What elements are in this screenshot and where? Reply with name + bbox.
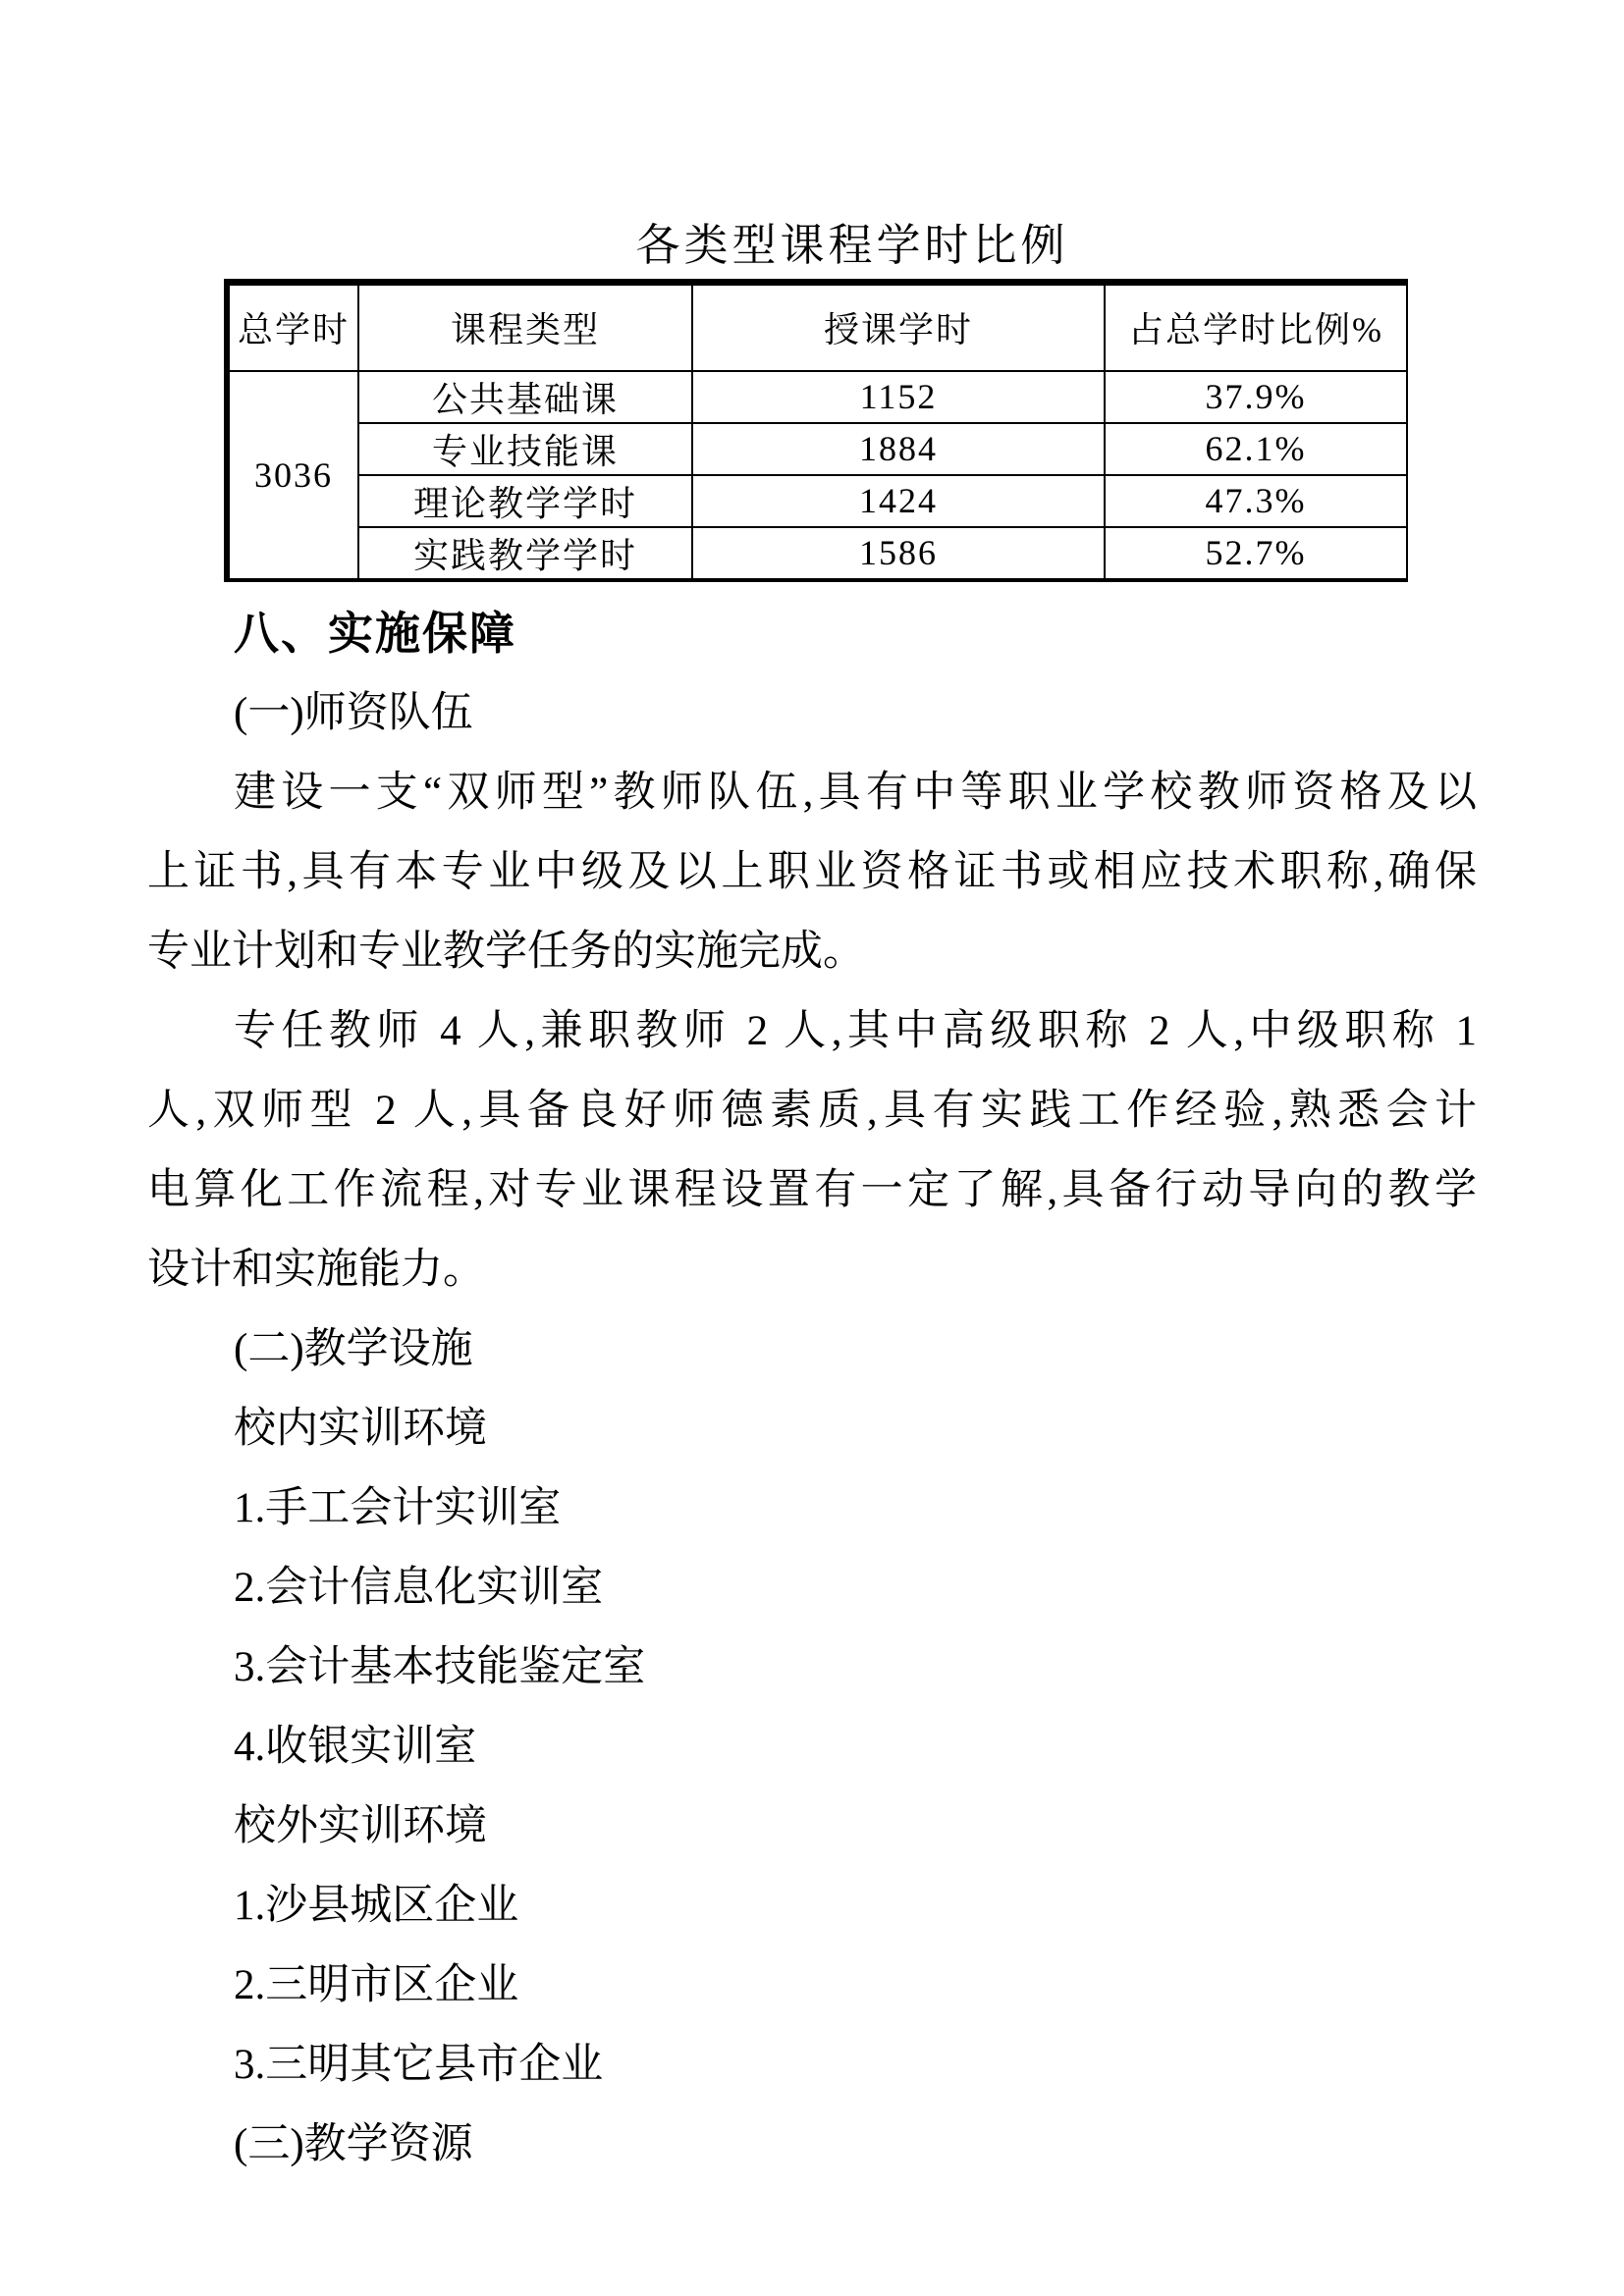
percent-cell: 52.7% [1105, 527, 1407, 580]
course-type-cell: 实践教学学时 [358, 527, 692, 580]
table-header-row [227, 283, 1407, 371]
col-header-teaching-hours: 授课学时 [692, 283, 1105, 371]
paragraph-line: 建设一支“双师型”教师队伍,具有中等职业学校教师资格及以 [234, 769, 1477, 816]
hours-cell: 1152 [692, 371, 1105, 423]
table-row [227, 423, 1407, 475]
paragraph-line: 人,双师型 2 人,具备良好师德素质,具有实践工作经验,熟悉会计 [147, 1087, 1477, 1134]
course-type-cell: 专业技能课 [358, 423, 692, 475]
course-type-cell: 理论教学学时 [358, 475, 692, 527]
table-row [227, 527, 1407, 580]
list-heading-on-campus: 校内实训环境 [234, 1405, 487, 1452]
paragraph-line: 专业计划和专业教学任务的实施完成。 [147, 928, 865, 975]
list-item: 3.会计基本技能鉴定室 [234, 1643, 646, 1690]
col-header-percent: 占总学时比例% [1105, 283, 1407, 371]
percent-cell: 62.1% [1105, 423, 1407, 475]
course-type-cell: 公共基础课 [358, 371, 692, 423]
section-heading: 八、实施保障 [234, 607, 516, 659]
list-item: 4.收银实训室 [234, 1723, 477, 1770]
list-item: 1.沙县城区企业 [234, 1882, 519, 1929]
paragraph-line: 专任教师 4 人,兼职教师 2 人,其中高级职称 2 人,中级职称 1 [234, 1007, 1477, 1054]
list-item: 1.手工会计实训室 [234, 1484, 562, 1531]
hours-cell: 1586 [692, 527, 1105, 580]
percent-cell: 37.9% [1105, 371, 1407, 423]
percent-cell: 47.3% [1105, 475, 1407, 527]
paragraph-line: 电算化工作流程,对专业课程设置有一定了解,具备行动导向的教学 [147, 1166, 1477, 1213]
subsection-heading-resources: (三)教学资源 [234, 2120, 473, 2167]
list-item: 3.三明其它县市企业 [234, 2041, 604, 2088]
total-hours-cell: 3036 [227, 371, 358, 580]
hours-cell: 1884 [692, 423, 1105, 475]
paragraph-line: 上证书,具有本专业中级及以上职业资格证书或相应技术职称,确保 [147, 848, 1477, 895]
hours-cell: 1424 [692, 475, 1105, 527]
subsection-heading-teachers: (一)师资队伍 [234, 689, 473, 736]
paragraph-line: 设计和实施能力。 [147, 1246, 485, 1293]
col-header-total-hours: 总学时 [227, 283, 358, 371]
document-body [147, 594, 1477, 2184]
table-title: 各类型课程学时比例 [635, 221, 1069, 270]
table-row [227, 475, 1407, 527]
table-row [227, 371, 1407, 423]
col-header-course-type: 课程类型 [358, 283, 692, 371]
list-item: 2.三明市区企业 [234, 1961, 519, 2008]
list-heading-off-campus: 校外实训环境 [234, 1802, 487, 1849]
subsection-heading-facilities: (二)教学设施 [234, 1325, 473, 1372]
course-hours-table [224, 279, 1408, 582]
list-item: 2.会计信息化实训室 [234, 1564, 604, 1611]
